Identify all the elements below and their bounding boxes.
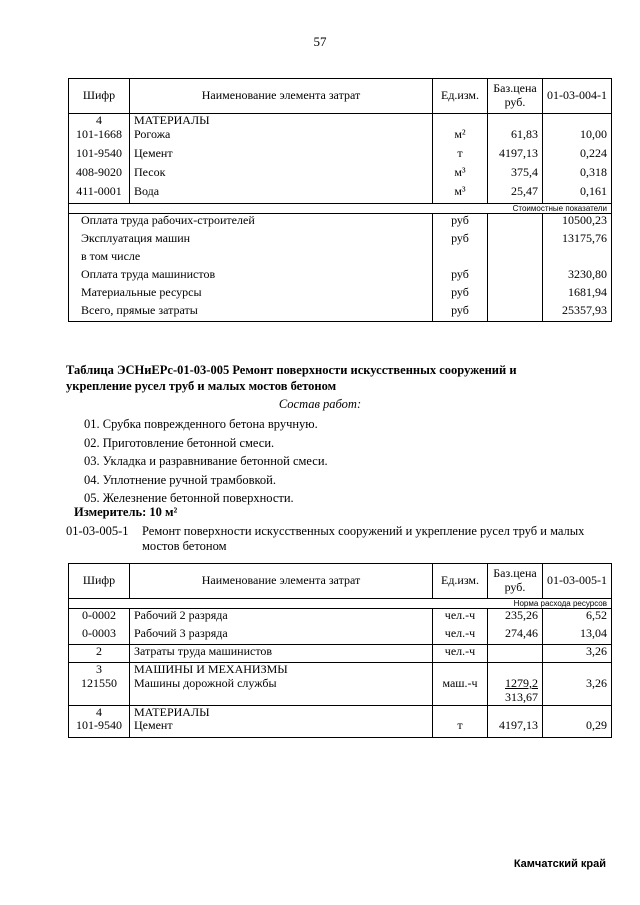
cost-indicators-subheader: Стоимостные показатели — [69, 204, 612, 214]
header-price: Баз.цена руб. — [488, 79, 543, 114]
summary-row: Эксплуатация машин руб 13175,76 — [69, 232, 612, 250]
header-code: Шифр — [69, 564, 130, 599]
header-price: Баз.цена руб. — [488, 564, 543, 599]
section-row: 3 МАШИНЫ И МЕХАНИЗМЫ — [69, 663, 612, 677]
footer-region: Камчатский край — [513, 858, 606, 870]
item-description: Ремонт поверхности искусственных сооружений и укрепление русел труб и малых мостов бетоном — [142, 524, 585, 553]
section-row: 4 МАТЕРИАЛЫ — [69, 705, 612, 719]
header-unit: Ед.изм. — [433, 79, 488, 114]
header-name: Наименование элемента затрат — [130, 79, 433, 114]
table-row: 0-0002 Рабочий 2 разряда чел.-ч 235,26 6,52 — [69, 609, 612, 627]
item-code: 01-03-005-1 — [66, 524, 129, 538]
summary-row: Всего, прямые затраты руб 25357,93 — [69, 304, 612, 322]
works-list — [84, 415, 328, 508]
table-row: 411-0001 Вода м³ 25,47 0,161 — [69, 185, 612, 204]
table-norms-005 — [68, 563, 612, 738]
work-item: 04. Уплотнение ручной трамбовкой. — [84, 472, 276, 487]
table-row: 101-9540 Цемент т 4197,13 0,224 — [69, 147, 612, 166]
header-name: Наименование элемента затрат — [130, 564, 433, 599]
resource-norm-subheader: Норма расхода ресурсов — [69, 599, 612, 609]
table-row: 2 Затраты труда машинистов чел.-ч 3,26 — [69, 645, 612, 663]
header-norm-code: 01-03-004-1 — [543, 79, 612, 114]
summary-row: в том числе — [69, 250, 612, 268]
table-materials-004 — [68, 78, 612, 322]
header-unit: Ед.изм. — [433, 564, 488, 599]
composition-title: Состав работ: — [278, 397, 362, 411]
table-row: 408-9020 Песок м³ 375,4 0,318 — [69, 166, 612, 185]
table-row: 121550 Машины дорожной службы маш.-ч 1279,2 313,67 3,26 — [69, 677, 612, 705]
section-code: 4 — [69, 114, 130, 128]
machine-price: 1279,2 — [505, 675, 538, 690]
table-row: 0-0003 Рабочий 3 разряда чел.-ч 274,46 13,04 — [69, 627, 612, 645]
measure-unit: Измеритель: 10 м² — [74, 505, 178, 519]
machine-price-secondary: 313,67 — [505, 689, 538, 704]
work-item: 05. Железнение бетонной поверхности. — [84, 491, 294, 505]
work-item: 03. Укладка и разравнивание бетонной смеси. — [84, 454, 328, 468]
section-name: МАТЕРИАЛЫ — [130, 114, 433, 128]
work-item: 02. Приготовление бетонной смеси. — [84, 435, 275, 450]
summary-row: Оплата труда машинистов руб 3230,80 — [69, 268, 612, 286]
table-row: 101-1668 Рогожа м² 61,83 10,00 — [69, 128, 612, 147]
work-item: 01. Срубка поврежденного бетона вручную. — [84, 417, 318, 431]
summary-row: Материальные ресурсы руб 1681,94 — [69, 286, 612, 304]
header-norm-code: 01-03-005-1 — [543, 564, 612, 599]
table-title: Таблица ЭСНиЕРс-01-03-005 Ремонт поверхности искусственных сооружений и укрепление русел труб и малых мостов бетоном — [66, 363, 517, 393]
table-row: 101-9540 Цемент т 4197,13 0,29 — [69, 719, 612, 737]
page-number: 57 — [313, 34, 327, 49]
summary-row: Оплата труда рабочих-строителей руб 10500,23 — [69, 214, 612, 232]
header-code: Шифр — [69, 79, 130, 114]
